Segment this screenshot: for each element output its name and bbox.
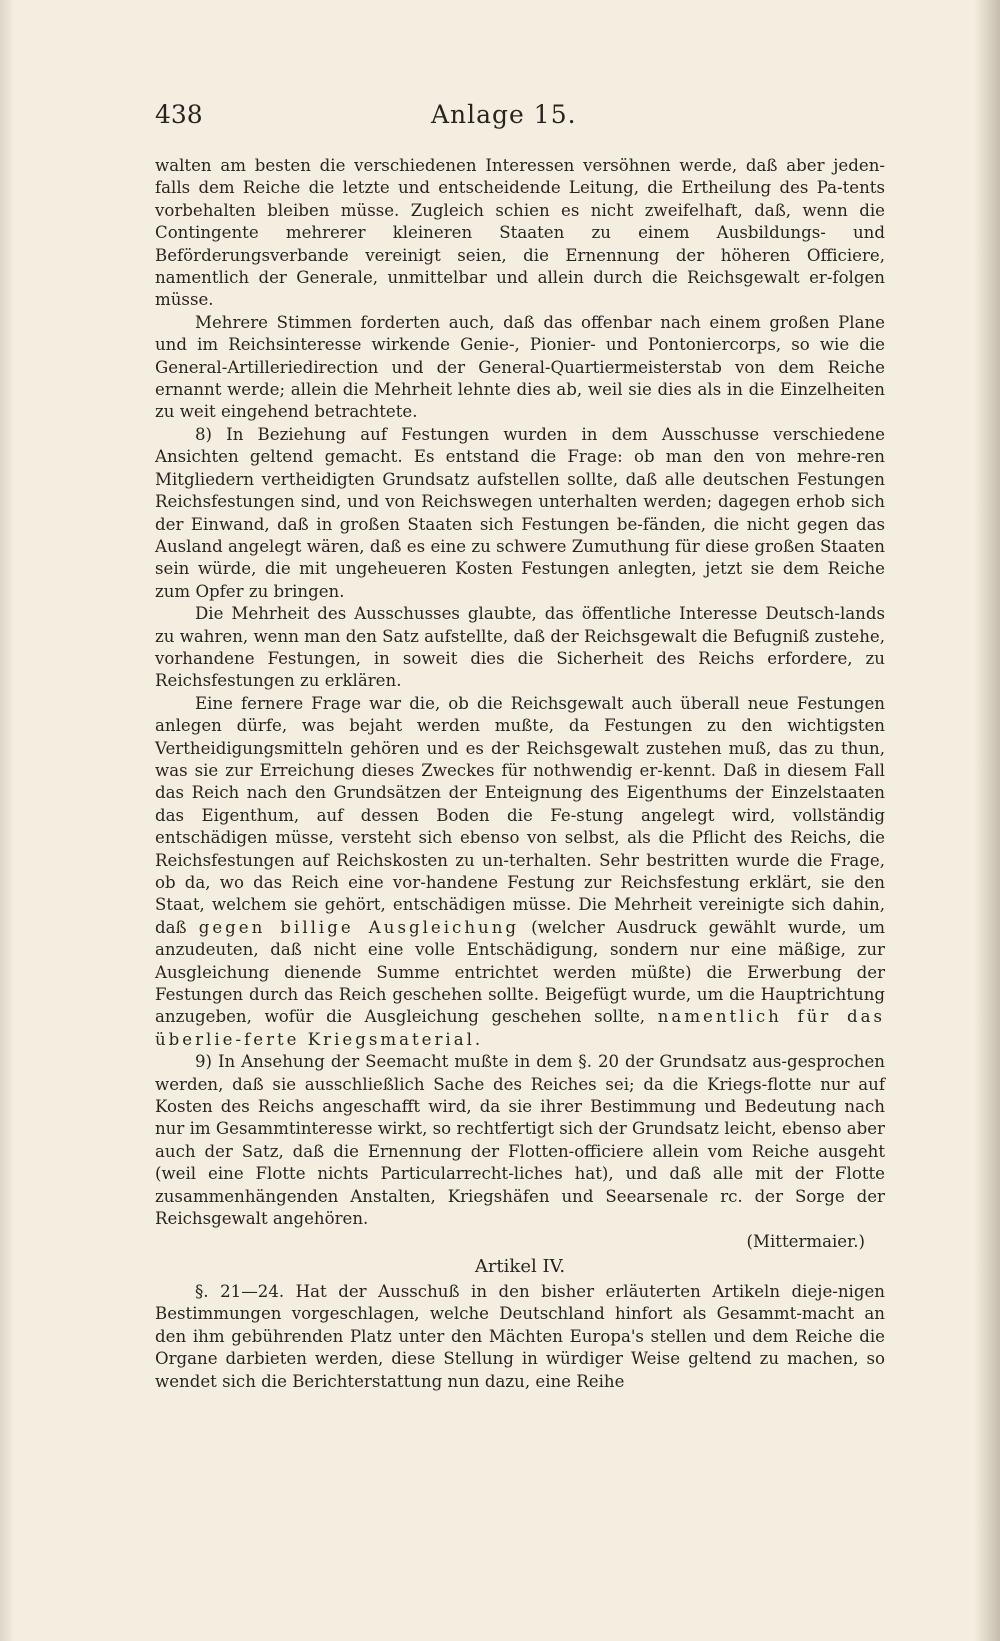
body-text bbox=[155, 155, 885, 1393]
scan-right-edge-shadow bbox=[974, 0, 1000, 1641]
running-head: Anlage 15. bbox=[431, 100, 577, 129]
page-header bbox=[155, 100, 885, 144]
article-heading: Artikel IV. bbox=[474, 1255, 566, 1277]
paragraph-text: (welcher Ausdruck gewählt wurde, um anzudeuten, daß nicht eine volle Entschädigung, sondern nur eine mäßige, zur Ausgleichung dienende Summe entrichtet werden müßte) die Erwerbung der Festungen durch das Reich geschehen sollte. Beigefügt wurde, um die Hauptrichtung anzugeben, wofür die Ausgleichung geschehen sollte, bbox=[155, 917, 886, 1027]
paragraph-mehrheit: Die Mehrheit des Ausschusses glaubte, das öffentliche Interesse Deutsch-lands zu wahren, wenn man den Satz aufstellte, daß der Reichsgewalt die Befugniß zustehe, vorhandene Festungen, in soweit dies die Sicherheit des Reichs erfordere, zu Reichsfestungen zu erklären. bbox=[155, 604, 885, 691]
page-number: 438 bbox=[155, 100, 203, 129]
scan-left-edge-shadow bbox=[0, 0, 14, 1641]
spaced-emphasis: namentlich für das überlie-ferte Kriegsmaterial. bbox=[155, 1007, 885, 1049]
author-signature: (Mittermaier.) bbox=[746, 1231, 865, 1251]
paragraph-article-iv: §. 21—24. Hat der Ausschuß in den bisher erläuterten Artikeln dieje-nigen Bestimmungen vorgeschlagen, welche Deutschland hinfort als Gesammt-macht an den ihm gebührenden Platz unter den Mächten Europa's stellen und dem Reiche die Organe darbieten werden, diese Stellung in würdiger Weise geltend zu machen, so wendet sich die Berichterstattung nun dazu, eine Reihe bbox=[155, 1281, 885, 1391]
spaced-emphasis: gegen billige Ausgleichung bbox=[198, 917, 520, 937]
paragraph-corps: Mehrere Stimmen forderten auch, daß das offenbar nach einem großen Plane und im Reichsinteresse wirkende Genie-, Pionier- und Pontoniercorps, so wie die General-Artilleriedirection und der General-Quartiermeisterstab von dem Reiche ernannt werde; allein die Mehrheit lehnte dies ab, weil sie dies als in die Einzelheiten zu weit eingehend betrachtete. bbox=[155, 312, 885, 422]
paragraph-festungen: 8) In Beziehung auf Festungen wurden in dem Ausschusse verschiedene Ansichten geltend gemacht. Es entstand die Frage: ob man den von mehre-ren Mitgliedern vertheidigten Grundsatz aufstellen sollte, daß alle deutschen Festungen Reichsfestungen sind, und von Reichswegen unterhalten werden; dagegen erhob sich der Einwand, daß in großen Staaten sich Festungen be-fänden, die nicht gegen das Ausland angelegt wären, daß es eine zu schwere Zumuthung für diese großen Staaten sein würde, die mit ungeheueren Kosten Festungen anlegten, jetzt sie dem Reiche zum Opfer zu bringen. bbox=[155, 424, 885, 601]
book-page bbox=[155, 100, 886, 1391]
paragraph-seemacht: 9) In Ansehung der Seemacht mußte in dem §. 20 der Grundsatz aus-gesprochen werden, daß sie ausschließlich Sache des Reiches sei; da die Kriegs-flotte nur auf Kosten des Reichs angeschafft wird, da sie ihrer Bestimmung und Bedeutung nach nur im Gesammtinteresse wirkt, so rechtfertigt sich der Grundsatz leicht, ebenso aber auch der Satz, daß die Ernennung der Flotten-officiere allein vom Reiche ausgeht (weil eine Flotte nichts Particularrecht-liches hat), und daß alle mit der Flotte zusammenhängenden Anstalten, Kriegshäfen und Seearsenale rc. der Sorge der Reichsgewalt angehören. bbox=[155, 1052, 885, 1229]
paragraph-fernere-frage bbox=[155, 693, 885, 1052]
paragraph-continuation: walten am besten die verschiedenen Interessen versöhnen werde, daß aber jeden-falls dem Reiche die letzte und entscheidende Leitung, die Ertheilung des Pa-tents vorbehalten bleiben müsse. Zugleich schien es nicht zweifelhaft, daß, wenn die Contingente mehrerer kleineren Staaten zu einem Ausbildungs- und Beförderungsverbande vereinigt seien, die Ernennung der höheren Officiere, namentlich der Generale, unmittelbar und allein durch die Reichsgewalt er-folgen müsse. bbox=[155, 156, 885, 310]
paragraph-text: Eine fernere Frage war die, ob die Reichsgewalt auch überall neue Festungen anlegen dürfe, was bejaht werden mußte, da Festungen zu den wichtigsten Vertheidigungsmitteln gehören und es der Reichsgewalt zustehen muß, das zu thun, was sie zur Erreichung dieses Zweckes für nothwendig er-kennt. Daß in diesem Fall das Reich nach den Grundsätzen der Enteignung des Eigenthums der Einzelstaaten das Eigenthum, auf dessen Boden die Fe-stung angelegt wird, vollständig entschädigen müsse, versteht sich ebenso von selbst, als die Pflicht des Reichs, die Reichsfestungen auf Reichskosten zu un-terhalten. Sehr bestritten wurde die Frage, ob da, wo das Reich eine vor-handene Festung zur Reichsfestung erklärt, sie den Staat, welchem sie gehört, entschädigen müsse. Die Mehrheit vereinigte sich dahin, daß bbox=[155, 693, 885, 937]
